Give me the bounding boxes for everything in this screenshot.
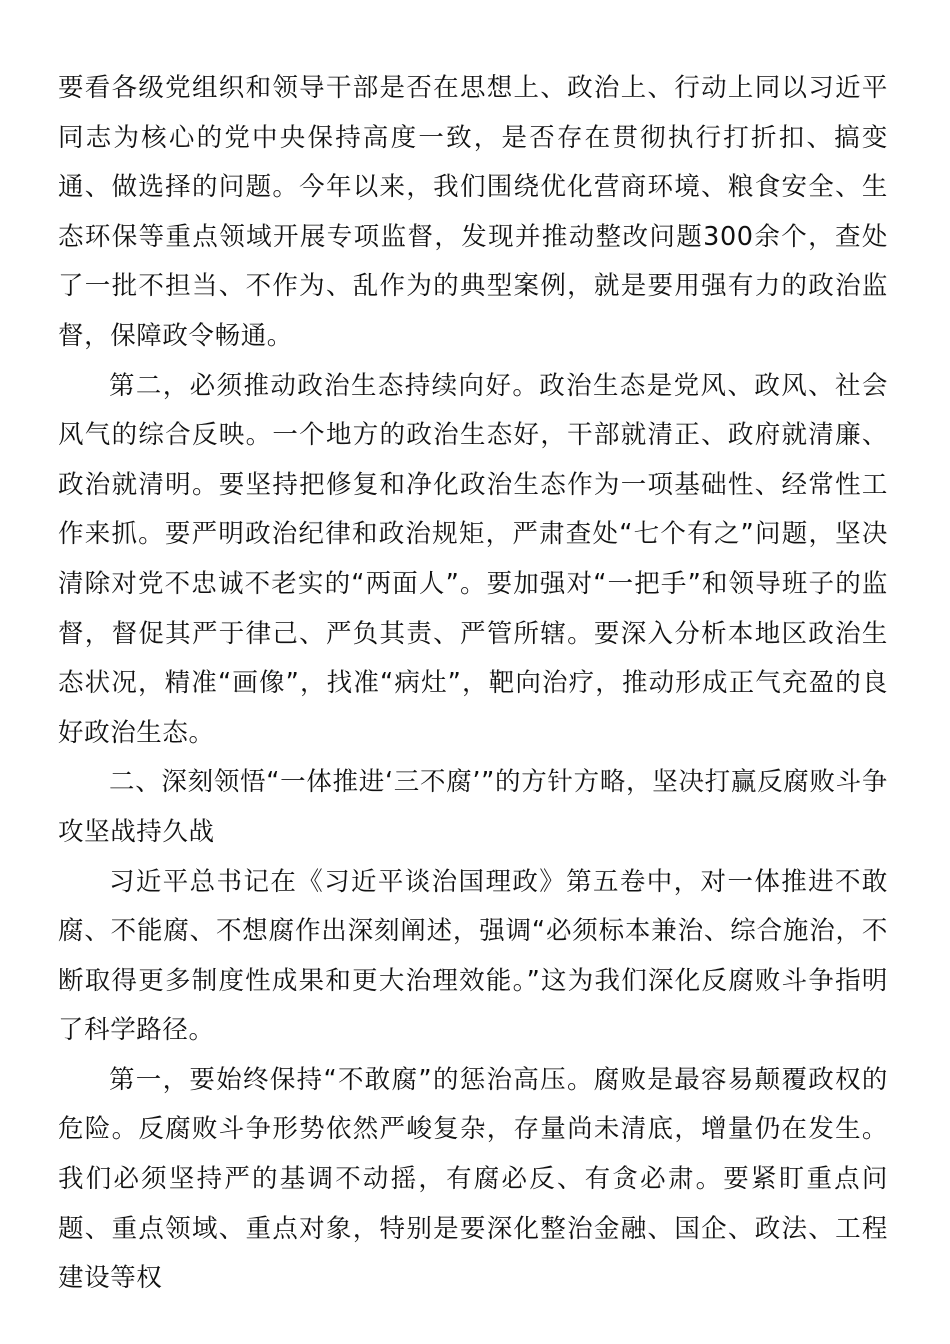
document-page [58,64,888,1304]
paragraph-political-supervision: 要看各级党组织和领导干部是否在思想上、政治上、行动上同以习近平同志为核心的党中央保持高度一致，是否存在贯彻执行打折扣、搞变通、做选择的问题。今年以来，我们围绕优化营商环境、粮食安全、生态环保等重点领域开展专项监督，发现并推动整改问题300余个，查处了一批不担当、不作为、乱作为的典型案例，就是要用强有力的政治监督，保障政令畅通。 [58,73,888,351]
paragraph-political-ecology: 第二，必须推动政治生态持续向好。政治生态是党风、政风、社会风气的综合反映。一个地方的政治生态好，干部就清正、政府就清廉、政治就清明。要坚持把修复和净化政治生态作为一项基础性、经常性工作来抓。要严明政治纪律和政治规矩，严肃查处“七个有之”问题，坚决清除对党不忠诚不老实的“两面人”。要加强对“一把手”和领导班子的监督，督促其严于律己、严负其责、严管所辖。要深入分析本地区政治生态状况，精准“画像”，找准“病灶”，靶向治疗，推动形成正气充盈的良好政治生态。 [58,370,888,748]
paragraph-governance-volume: 习近平总书记在《习近平谈治国理政》第五卷中，对一体推进不敢腐、不能腐、不想腐作出深刻阐述，强调“必须标本兼治、综合施治，不断取得更多制度性成果和更大治理效能。”这为我们深化反腐败斗争指明了科学路径。 [58,866,888,1046]
paragraph-dare-not-corrupt: 第一，要始终保持“不敢腐”的惩治高压。腐败是最容易颠覆政权的危险。反腐败斗争形势依然严峻复杂，存量尚未清底，增量仍在发生。我们必须坚持严的基调不动摇，有腐必反、有贪必肃。要紧盯重点问题、重点领域、重点对象，特别是要深化整治金融、国企、政法、工程建设等权 [58,1064,888,1294]
section-heading-anti-corruption: 二、深刻领悟“一体推进‘三不腐’”的方针方略，坚决打赢反腐败斗争攻坚战持久战 [58,767,888,847]
